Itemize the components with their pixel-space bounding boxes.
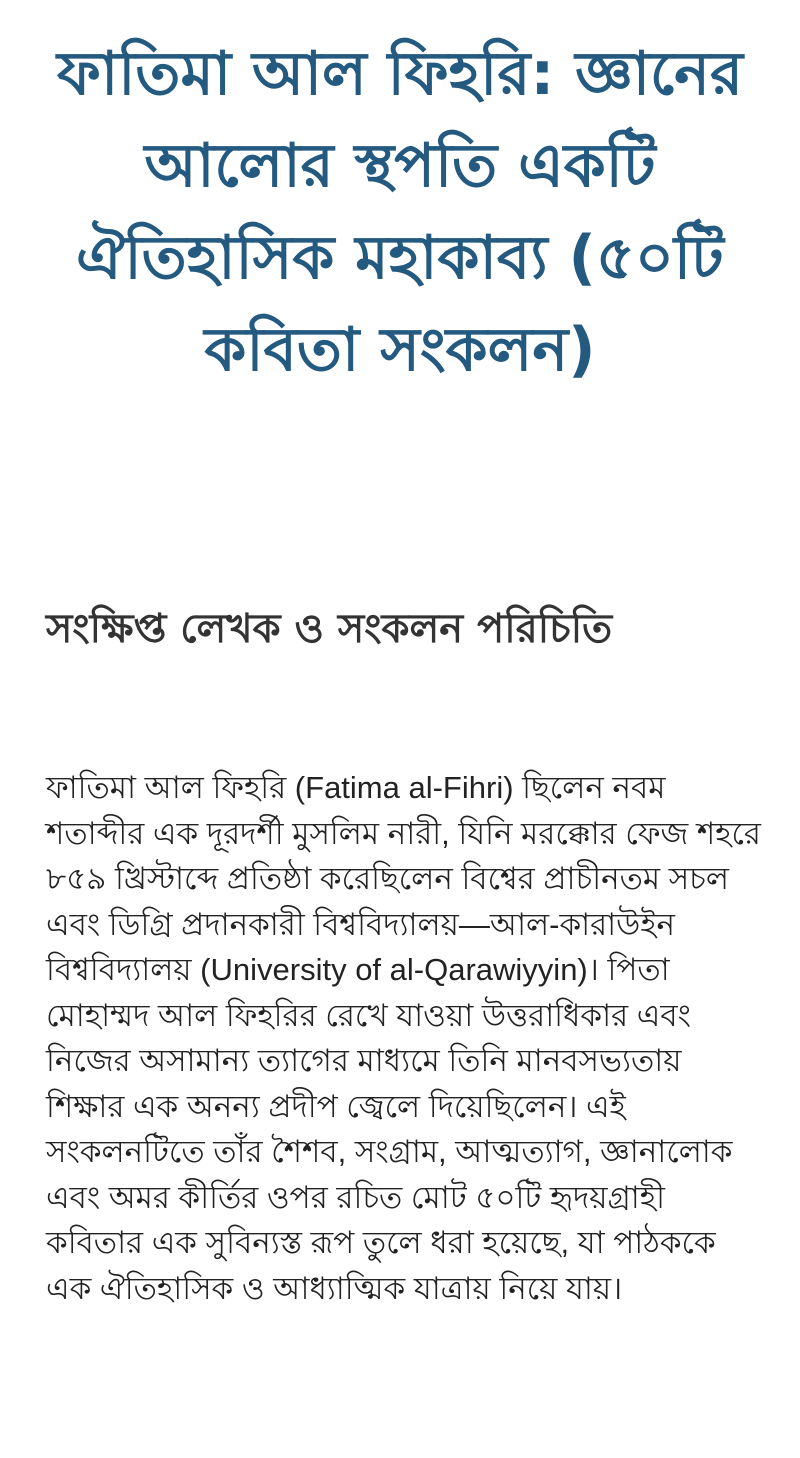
section-heading: সংক্ষিপ্ত লেখক ও সংকলন পরিচিতি — [46, 606, 613, 652]
page-title: ফাতিমা আল ফিহরি: জ্ঞানের আলোর স্থপতি একটি ঐতিহাসিক মহাকাব্য (৫০টি কবিতা সংকলন) — [57, 39, 743, 385]
intro-paragraph: ফাতিমা আল ফিহরি (Fatima al-Fihri) ছিলেন নবম শতাব্দীর এক দূরদর্শী মুসলিম নারী, যিনি মরক্কোর ফেজ শহরে ৮৫৯ খ্রিস্টাব্দে প্রতিষ্ঠা করেছিলেন বিশ্বের প্রাচীনতম সচল এবং ডিগ্রি প্রদানকারী বিশ্ববিদ্যালয়—আল-কারাউইন বিশ্ববিদ্যালয় (University of al-Qarawiyyin)। পিতা মোহাম্মদ আল ফিহরির রেখে যাওয়া উত্তরাধিকার এবং নিজের অসামান্য ত্যাগের মাধ্যমে তিনি মানবসভ্যতায় শিক্ষার এক অনন্য প্রদীপ জ্বেলে দিয়েছিলেন। এই সংকলনটিতে তাঁর শৈশব, সংগ্রাম, আত্মত্যাগ, জ্ঞানালোক এবং অমর কীর্তির ওপর রচিত মোট ৫০টি হৃদয়গ্রাহী কবিতার এক সুবিন্যস্ত রূপ তুলে ধরা হয়েছে, যা পাঠককে এক ঐতিহাসিক ও আধ্যাত্মিক যাত্রায় নিয়ে যায়। — [46, 770, 761, 1306]
